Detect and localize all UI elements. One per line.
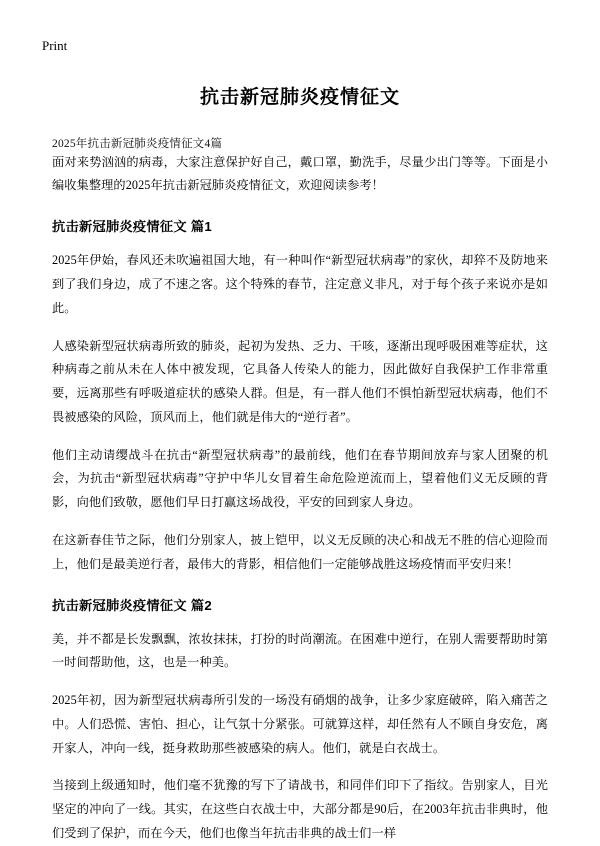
- document-body: [52, 151, 548, 846]
- paragraph: 在这新春佳节之际，他们分别家人，披上铠甲，以义无反顾的决心和战无不胜的信心迎险而上，他们是最美逆行者，最伟大的背影，相信他们一定能够战胜这场疫情而平安归来！: [52, 532, 548, 571]
- paragraph: 2025年初，因为新型冠状病毒所引发的一场没有硝烟的战争，让多少家庭破碎，陷入痛苦之中。人们恐慌、害怕、担心，让气氛十分紧张。可就算这样，却任然有人不顾自身安危，离开家人，冲向一线，挺身救助那些被感染的病人。他们，就是白衣战士。: [52, 693, 548, 755]
- paragraph: 人感染新型冠状病毒所致的肺炎，起初为发热、乏力、干咳，逐渐出现呼吸困难等症状，这种病毒之前从未在人体中被发现，它具备人传染人的能力，因此做好自我保护工作非常重要，远离那些有呼吸道症状的感染人群。但是，有一群人他们不惧怕新型冠状病毒，他们不畏被感染的风险，顶风而上，他们就是伟大的“逆行者”。: [52, 338, 548, 424]
- paragraph: 当接到上级通知时，他们毫不犹豫的写下了请战书，和同伴们印下了指纹。告别家人，目光坚定的冲向了一线。其实，在这些白衣战士中，大部分都是90后，在2003年抗击非典时，他们受到了保护，而在今天，他们也像当年抗击非典的战士们一样: [52, 778, 548, 840]
- paragraph: 他们主动请缨战斗在抗击“新型冠状病毒”的最前线，他们在春节期间放弃与家人团聚的机会，为抗击“新型冠状病毒”守护中华儿女冒着生命危险逆流而上，望着他们义无反顾的背影，向他们致敬，愿他们早日打赢这场战役，平安的回到家人身边。: [52, 447, 548, 510]
- paragraph: 2025年伊始，春风还未吹遍祖国大地，有一种叫作“新型冠状病毒”的家伙，却猝不及防地来到了我们身边，成了不速之客。这个特殊的春节，注定意义非凡，对于每个孩子来说亦是如此。: [52, 253, 548, 315]
- paragraph: 美，并不都是长发飘飘，浓妆抹抹，打扮的时尚潮流。在困难中逆行，在别人需要帮助时第一时间帮助他，这，也是一种美。: [52, 631, 548, 670]
- section-heading-2: 抗击新冠肺炎疫情征文 篇2: [52, 597, 212, 613]
- print-label: Print: [42, 38, 68, 53]
- document-subtitle: 2025年抗击新冠肺炎疫情征文4篇: [52, 137, 223, 150]
- page-title: 抗击新冠肺炎疫情征文: [199, 86, 400, 108]
- intro-paragraph: 面对来势汹汹的病毒，大家注意保护好自己，戴口罩，勤洗手，尽量少出门等等。下面是小编收集整理的2025年抗击新冠肺炎疫情征文，欢迎阅读参考！: [52, 154, 548, 193]
- section-heading-1: 抗击新冠肺炎疫情征文 篇1: [52, 219, 212, 235]
